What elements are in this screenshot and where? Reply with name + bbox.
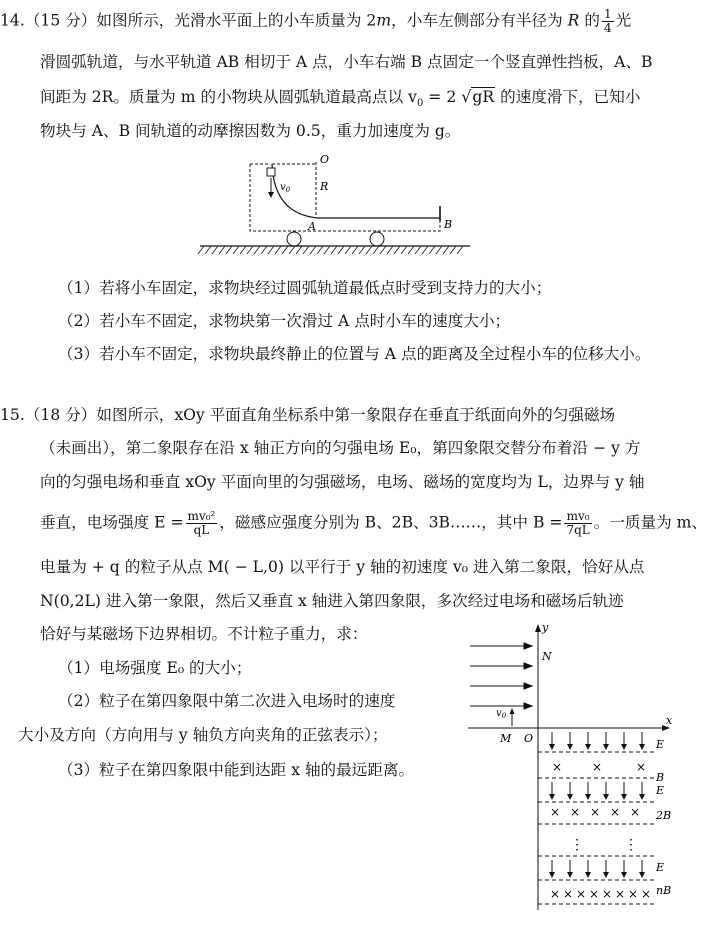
q14-line-3: 间距为 2R。质量为 m 的小物块从圆弧轨道最高点以 $v_0 = 2$ √gR 的速度滑下，已知小 <box>40 87 641 110</box>
y-axis-label: y <box>542 621 549 634</box>
wheel-left <box>287 232 301 246</box>
q15-question-2b: 大小及方向（方向用与 y 轴负方向夹角的正弦表示）； <box>18 726 388 744</box>
small-block <box>267 168 275 176</box>
q15-line-6: N(0,2L) 进入第一象限，然后又垂直 x 轴进入第四象限，多次经过电场和磁场后轨迹 <box>40 592 624 610</box>
q15-question-2a: （2）粒子在第四象限中第二次进入电场时的速度 <box>58 692 396 710</box>
q14-question-3: （3）若小车不固定，求物块最终静止的位置与 A 点的距离及全过程小车的位移大小。 <box>58 345 651 363</box>
q15-line-3: 向的匀强电场和垂直 xOy 平面向里的匀强磁场，电场、磁场的宽度均为 L，边界与 y 轴 <box>40 473 645 491</box>
x-axis-label: x <box>666 714 673 727</box>
band-b1-label: B <box>656 771 665 784</box>
ground-hatching <box>198 246 463 254</box>
q15-field-figure <box>460 618 688 918</box>
q15-line-4: 垂直，电场强度 E = $\frac{\text{mv₀²}}{qL}$ ，磁感应强度分别为 B、2B、3B……，其中 B = $\frac{\text{mv₀}}{7qL}$ 。一质量为 m、 <box>40 509 707 537</box>
point-a-label: A <box>308 220 316 233</box>
origin-o-label: O <box>524 732 534 745</box>
q15-question-3: （3）粒子在第四象限中能到达距 x 轴的最远距离。 <box>58 761 415 779</box>
vdots-left: ⋮ <box>570 837 584 853</box>
wheel-right <box>370 232 384 246</box>
arc-track <box>272 164 440 218</box>
cross-mark: × <box>615 887 626 901</box>
cross-mark: × <box>589 887 600 901</box>
q15-line-2: （未画出），第二象限存在沿 x 轴正方向的匀强电场 E₀，第四象限交替分布着沿 − y 方 <box>40 439 641 457</box>
vdots-right: ⋮ <box>624 837 638 853</box>
q15-question-1: （1）电场强度 E₀ 的大小； <box>58 659 252 677</box>
fraction-one-quarter: $\frac{1}{4}$ <box>603 7 612 35</box>
point-n-label: N <box>542 650 552 663</box>
point-o-label: O <box>320 153 330 166</box>
cart-body <box>250 162 440 231</box>
cross-mark: × <box>630 805 641 819</box>
radius-r-label: R <box>320 180 329 193</box>
cross-mark: × <box>641 887 652 901</box>
q14-line-4: 物块与 A、B 间轨道的动摩擦因数为 0.5，重力加速度为 g。 <box>40 122 461 140</box>
band-b2-label: 2B <box>656 809 672 822</box>
q14-cart-figure <box>190 150 480 262</box>
fraction-e: $\frac{\text{mv₀²}}{qL}$ <box>187 509 216 537</box>
q14-line-2: 滑圆弧轨道，与水平轨道 AB 相切于 A 点，小车右端 B 点固定一个竖直弹性挡板，A、B <box>40 53 653 71</box>
q15-line-1: 15.（18 分）如图所示，xOy 平面直角坐标系中第一象限存在垂直于纸面向外的匀强磁场 <box>0 406 616 424</box>
v0-label: $v_0$ <box>496 708 507 720</box>
fraction-b: $\frac{\text{mv₀}}{7qL}$ <box>566 509 590 537</box>
band-e2-label: E <box>656 784 665 797</box>
band-e3-label: E <box>656 861 665 874</box>
q14-question-1: （1）若将小车固定，求物块经过圆弧轨道最低点时受到支持力的大小； <box>58 279 552 297</box>
cross-mark: × <box>628 887 639 901</box>
cross-mark: × <box>602 887 613 901</box>
v0-label: $v_0$ <box>280 182 291 194</box>
fourth-quadrant-bands <box>538 732 654 904</box>
q15-line-7: 恰好与某磁场下边界相切。不计粒子重力，求： <box>40 625 368 643</box>
cross-mark: × <box>550 887 561 901</box>
band-bn-label: nB <box>656 884 672 897</box>
cross-mark: × <box>570 805 581 819</box>
band-e1-label: E <box>656 738 665 751</box>
cross-mark: × <box>592 760 603 774</box>
point-b-label: B <box>444 218 453 231</box>
cross-mark: × <box>550 805 561 819</box>
cross-mark: × <box>563 887 574 901</box>
cross-mark: × <box>576 887 587 901</box>
e0-field-arrows <box>470 643 532 709</box>
cross-mark: × <box>552 760 563 774</box>
cross-mark: × <box>636 760 647 774</box>
cross-mark: × <box>610 805 621 819</box>
cross-mark: × <box>590 805 601 819</box>
q14-line-1: 14.（15 分）如图所示，光滑水平面上的小车质量为 2m，小车左侧部分有半径为 R 的 $\frac{1}{4}$ 光 <box>0 7 632 35</box>
point-m-label: M <box>500 732 512 745</box>
q14-question-2: （2）若小车不固定，求物块第一次滑过 A 点时小车的速度大小； <box>58 312 511 330</box>
q15-line-5: 电量为 + q 的粒子从点 M( − L,0) 以平行于 y 轴的初速度 v₀ 进入第二象限，恰好从点 <box>40 558 645 576</box>
